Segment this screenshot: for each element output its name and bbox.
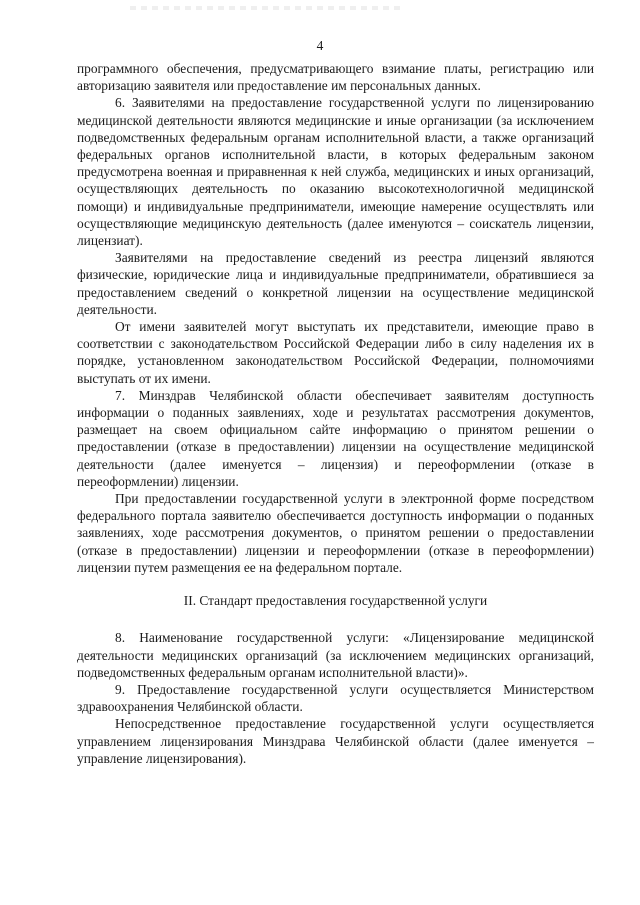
paragraph-item-9: 9. Предоставление государственной услуги осуществляется Министерством здравоохранения Челябинской области. bbox=[77, 681, 594, 715]
paragraph-representatives: От имени заявителей могут выступать их представители, имеющие право в соответствии с законодательством Российской Федерации либо в силу наделения их в порядке, установленном законодательством Российской Федерации, полномочиями выступать от их имени. bbox=[77, 319, 594, 386]
paragraph-item-6: 6. Заявителями на предоставление государственной услуги по лицензированию медицинской деятельности являются медицинские и иные организации (за исключением подведомственных федеральным органам исполнительной власти, а также организаций федеральных органов исполнительной власти, в которых федеральным законом предусмотрена военная и приравненная к ней служба, медицинских и иных организаций, осуществляющих деятельность по оказанию высокотехнологичной медицинской помощи) и индивидуальные предприниматели, имеющие намерение осуществлять или осуществляющие медицинскую деятельность (далее именуются – соискатель лицензии, лицензиат). bbox=[77, 95, 594, 249]
scan-artifact bbox=[130, 6, 400, 10]
section-heading: II. Стандарт предоставления государственной услуги bbox=[183, 593, 488, 609]
document-body bbox=[77, 60, 594, 767]
paragraph-continuation: программного обеспечения, предусматривающего взимание платы, регистрацию или авторизацию заявителя или предоставление им персональных данных. bbox=[77, 61, 594, 94]
paragraph-electronic-form: При предоставлении государственной услуги в электронной форме посредством федерального портала заявителю обеспечивается доступность информации о поданных заявлениях, ходе рассмотрения документов, о принятом решении о предоставлении (отказе в предоставлении) лицензии и переоформлении (отказе в переоформлении) лицензии путем размещения ее на федеральном портале. bbox=[77, 491, 594, 575]
paragraph-item-8: 8. Наименование государственной услуги: «Лицензирование медицинской деятельности медицинских организаций (за исключением медицинских организаций, подведомственных федеральным органам исполнительной власти)». bbox=[77, 630, 594, 680]
paragraph-licensing-department: Непосредственное предоставление государственной услуги осуществляется управлением лицензирования Минздрава Челябинской области (далее именуется – управление лицензирования). bbox=[77, 716, 594, 766]
paragraph-registry-applicants: Заявителями на предоставление сведений из реестра лицензий являются физические, юридические лица и индивидуальные предприниматели, обратившиеся за предоставлением сведений о конкретной лицензии на осуществление медицинской деятельности. bbox=[77, 250, 594, 317]
page-number: 4 bbox=[316, 38, 324, 53]
paragraph-item-7: 7. Минздрав Челябинской области обеспечивает заявителям доступность информации о поданных заявлениях, ходе и результатах рассмотрения документов, размещает на своем официальном сайте информацию о принятом решении о предоставлении (отказе в предоставлении) лицензии на осуществление медицинской деятельности (далее именуется – лицензия) и переоформлении (отказе в переоформлении) лицензии. bbox=[77, 387, 594, 489]
